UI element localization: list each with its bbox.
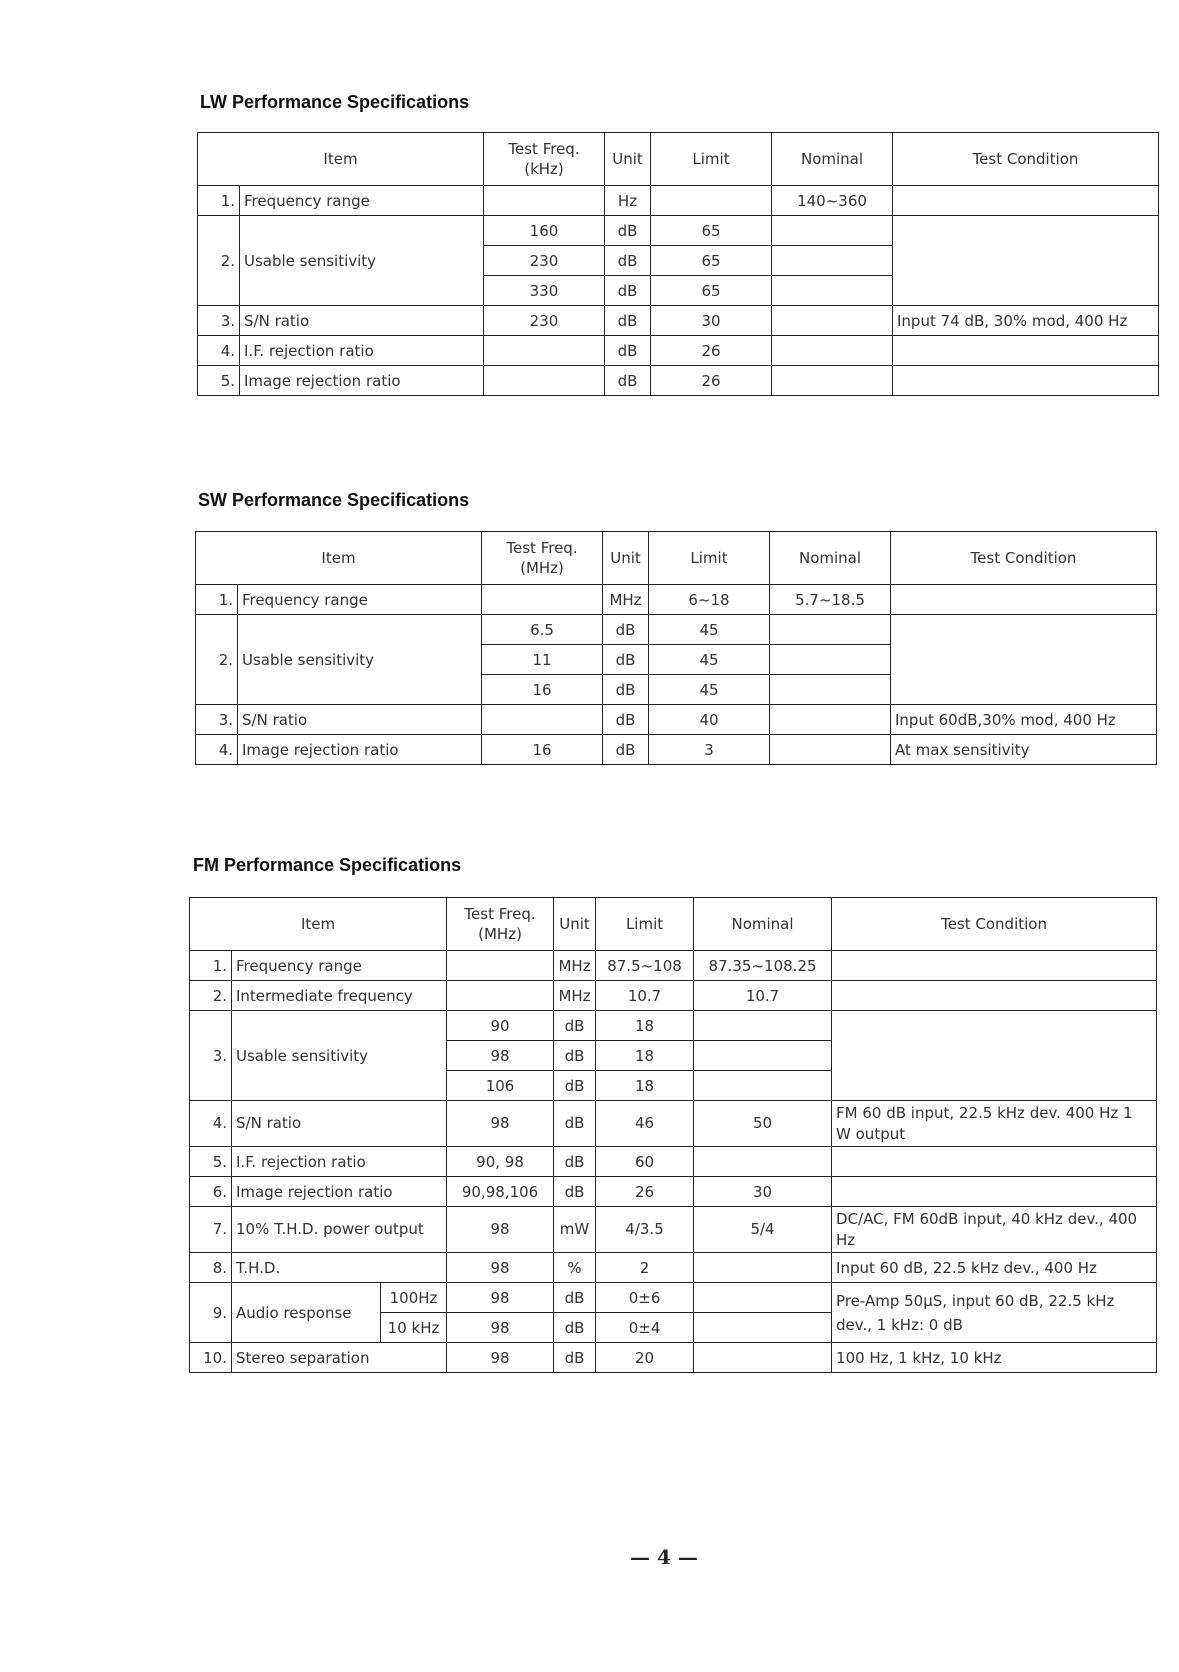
- row-test-condition: [832, 981, 1157, 1011]
- row-nominal: [694, 1253, 832, 1283]
- table-row: [190, 1283, 1157, 1313]
- row-unit: %: [554, 1253, 596, 1283]
- col-header-nominal: Nominal: [694, 898, 832, 951]
- col-header-test-freq: Test Freq. (MHz): [447, 898, 554, 951]
- row-nominal: 5.7~18.5: [770, 585, 891, 615]
- row-test-freq: 160: [484, 216, 605, 246]
- row-sub-frequency: 10 kHz: [381, 1313, 447, 1343]
- row-sub-frequency: 100Hz: [381, 1283, 447, 1313]
- col-header-limit: Limit: [649, 532, 770, 585]
- lw-section-title: LW Performance Specifications: [200, 92, 470, 112]
- row-limit: 0±4: [596, 1313, 694, 1343]
- col-header-unit: Unit: [554, 898, 596, 951]
- row-nominal: [770, 675, 891, 705]
- row-test-freq: 90: [447, 1011, 554, 1041]
- row-test-condition: [893, 216, 1159, 306]
- row-limit: 65: [651, 276, 772, 306]
- row-limit: 65: [651, 216, 772, 246]
- row-nominal: 10.7: [694, 981, 832, 1011]
- row-number: 4.: [196, 735, 238, 765]
- row-test-condition: [893, 336, 1159, 366]
- row-limit: 26: [651, 336, 772, 366]
- row-test-freq: [447, 981, 554, 1011]
- row-nominal: [770, 645, 891, 675]
- sw-spec-table: [195, 531, 1157, 765]
- row-test-condition: At max sensitivity: [891, 735, 1157, 765]
- row-test-freq: 16: [482, 675, 603, 705]
- row-test-freq: 98: [447, 1253, 554, 1283]
- col-header-item: Item: [196, 532, 482, 585]
- row-item: I.F. rejection ratio: [240, 336, 484, 366]
- table-row: [190, 1253, 1157, 1283]
- row-test-freq: [484, 186, 605, 216]
- row-item: Usable sensitivity: [238, 615, 482, 705]
- table-header-row: [190, 898, 1157, 951]
- row-nominal: [772, 216, 893, 246]
- row-item: Frequency range: [232, 951, 447, 981]
- row-limit: 3: [649, 735, 770, 765]
- row-unit: dB: [554, 1041, 596, 1071]
- row-test-freq: 98: [447, 1283, 554, 1313]
- row-unit: dB: [554, 1101, 596, 1147]
- row-unit: dB: [605, 366, 651, 396]
- col-header-test-condition: Test Condition: [832, 898, 1157, 951]
- row-unit: dB: [603, 735, 649, 765]
- row-test-condition: DC/AC, FM 60dB input, 40 kHz dev., 400 Hz: [832, 1207, 1157, 1253]
- row-number: 2.: [196, 615, 238, 705]
- lw-spec-table: [197, 132, 1159, 396]
- row-test-freq: 90, 98: [447, 1147, 554, 1177]
- table-row: [190, 1011, 1157, 1041]
- row-item: Image rejection ratio: [232, 1177, 447, 1207]
- row-item: Image rejection ratio: [240, 366, 484, 396]
- row-nominal: [772, 306, 893, 336]
- row-number: 5.: [198, 366, 240, 396]
- row-item: Intermediate frequency: [232, 981, 447, 1011]
- row-test-freq: 330: [484, 276, 605, 306]
- row-nominal: [772, 336, 893, 366]
- row-nominal: 140~360: [772, 186, 893, 216]
- row-test-freq: 98: [447, 1207, 554, 1253]
- col-header-nominal: Nominal: [770, 532, 891, 585]
- row-test-freq: 11: [482, 645, 603, 675]
- row-number: 1.: [190, 951, 232, 981]
- row-item: Frequency range: [238, 585, 482, 615]
- row-limit: 40: [649, 705, 770, 735]
- row-nominal: [772, 366, 893, 396]
- table-row: [190, 1147, 1157, 1177]
- row-number: 3.: [190, 1011, 232, 1101]
- row-test-freq: 90,98,106: [447, 1177, 554, 1207]
- row-unit: dB: [554, 1147, 596, 1177]
- row-number: 1.: [198, 186, 240, 216]
- row-item: Audio response: [232, 1283, 381, 1343]
- table-row: [196, 735, 1157, 765]
- row-number: 2.: [198, 216, 240, 306]
- table-header-row: [196, 532, 1157, 585]
- row-unit: dB: [554, 1177, 596, 1207]
- row-limit: 45: [649, 645, 770, 675]
- row-limit: 0±6: [596, 1283, 694, 1313]
- row-nominal: 30: [694, 1177, 832, 1207]
- row-unit: dB: [605, 276, 651, 306]
- row-unit: MHz: [554, 981, 596, 1011]
- row-unit: dB: [554, 1283, 596, 1313]
- table-row: [198, 366, 1159, 396]
- row-limit: 65: [651, 246, 772, 276]
- row-test-freq: 98: [447, 1343, 554, 1373]
- row-unit: dB: [605, 216, 651, 246]
- table-row: [198, 336, 1159, 366]
- row-nominal: 50: [694, 1101, 832, 1147]
- row-test-freq: 106: [447, 1071, 554, 1101]
- row-test-freq: 98: [447, 1101, 554, 1147]
- row-test-condition: Input 60 dB, 22.5 kHz dev., 400 Hz: [832, 1253, 1157, 1283]
- row-limit: 18: [596, 1041, 694, 1071]
- row-item: S/N ratio: [240, 306, 484, 336]
- row-limit: 45: [649, 615, 770, 645]
- fm-spec-table: [189, 897, 1157, 1373]
- row-number: 4.: [198, 336, 240, 366]
- row-limit: 45: [649, 675, 770, 705]
- row-item: S/N ratio: [238, 705, 482, 735]
- row-number: 5.: [190, 1147, 232, 1177]
- row-unit: mW: [554, 1207, 596, 1253]
- table-row: [196, 705, 1157, 735]
- row-nominal: [772, 276, 893, 306]
- row-test-condition: [832, 1177, 1157, 1207]
- row-item: Image rejection ratio: [238, 735, 482, 765]
- row-item: Usable sensitivity: [240, 216, 484, 306]
- col-header-test-condition: Test Condition: [893, 133, 1159, 186]
- col-header-unit: Unit: [603, 532, 649, 585]
- row-unit: dB: [605, 306, 651, 336]
- row-unit: dB: [554, 1343, 596, 1373]
- row-test-freq: [484, 366, 605, 396]
- row-unit: dB: [605, 336, 651, 366]
- row-test-freq: 230: [484, 246, 605, 276]
- row-nominal: [694, 1071, 832, 1101]
- row-test-freq: 230: [484, 306, 605, 336]
- row-item: Frequency range: [240, 186, 484, 216]
- row-number: 6.: [190, 1177, 232, 1207]
- row-item: Stereo separation: [232, 1343, 447, 1373]
- row-test-condition: [891, 615, 1157, 705]
- row-unit: dB: [605, 246, 651, 276]
- col-header-limit: Limit: [596, 898, 694, 951]
- row-unit: dB: [603, 675, 649, 705]
- row-nominal: [694, 1147, 832, 1177]
- table-row: [198, 186, 1159, 216]
- row-number: 1.: [196, 585, 238, 615]
- table-row: [190, 1207, 1157, 1253]
- row-item: I.F. rejection ratio: [232, 1147, 447, 1177]
- row-limit: 2: [596, 1253, 694, 1283]
- col-header-item: Item: [190, 898, 447, 951]
- row-test-condition: FM 60 dB input, 22.5 kHz dev. 400 Hz 1 W output: [832, 1101, 1157, 1147]
- row-limit: 6~18: [649, 585, 770, 615]
- row-item: 10% T.H.D. power output: [232, 1207, 447, 1253]
- row-item: Usable sensitivity: [232, 1011, 447, 1101]
- row-nominal: [694, 1041, 832, 1071]
- row-unit: Hz: [605, 186, 651, 216]
- row-test-condition: [893, 186, 1159, 216]
- row-unit: dB: [603, 705, 649, 735]
- row-nominal: [694, 1011, 832, 1041]
- row-test-freq: 98: [447, 1313, 554, 1343]
- row-limit: 60: [596, 1147, 694, 1177]
- row-limit: 30: [651, 306, 772, 336]
- table-row: [198, 216, 1159, 246]
- row-number: 3.: [196, 705, 238, 735]
- table-row: [190, 951, 1157, 981]
- col-header-test-freq: Test Freq. (MHz): [482, 532, 603, 585]
- row-nominal: 5/4: [694, 1207, 832, 1253]
- row-number: 9.: [190, 1283, 232, 1343]
- row-test-condition: 100 Hz, 1 kHz, 10 kHz: [832, 1343, 1157, 1373]
- row-test-freq: 6.5: [482, 615, 603, 645]
- row-test-condition: Input 60dB,30% mod, 400 Hz: [891, 705, 1157, 735]
- table-row: [196, 585, 1157, 615]
- table-header-row: [198, 133, 1159, 186]
- page-number: — 4 —: [630, 1545, 698, 1569]
- row-number: 7.: [190, 1207, 232, 1253]
- row-test-freq: [482, 585, 603, 615]
- col-header-test-freq: Test Freq. (kHz): [484, 133, 605, 186]
- row-unit: dB: [554, 1313, 596, 1343]
- row-nominal: [770, 705, 891, 735]
- table-row: [198, 306, 1159, 336]
- row-test-freq: 98: [447, 1041, 554, 1071]
- row-unit: MHz: [554, 951, 596, 981]
- row-nominal: [770, 735, 891, 765]
- row-limit: 20: [596, 1343, 694, 1373]
- row-number: 8.: [190, 1253, 232, 1283]
- row-test-condition: Input 74 dB, 30% mod, 400 Hz: [893, 306, 1159, 336]
- table-row: [190, 981, 1157, 1011]
- row-nominal: [694, 1283, 832, 1313]
- col-header-item: Item: [198, 133, 484, 186]
- row-limit: 87.5~108: [596, 951, 694, 981]
- row-number: 4.: [190, 1101, 232, 1147]
- row-unit: dB: [554, 1071, 596, 1101]
- table-row: [196, 615, 1157, 645]
- col-header-unit: Unit: [605, 133, 651, 186]
- row-test-condition: Pre-Amp 50µS, input 60 dB, 22.5 kHz dev., 1 kHz: 0 dB: [832, 1283, 1157, 1343]
- row-unit: dB: [603, 645, 649, 675]
- col-header-test-condition: Test Condition: [891, 532, 1157, 585]
- row-test-condition: [891, 585, 1157, 615]
- row-limit: 4/3.5: [596, 1207, 694, 1253]
- row-nominal: [772, 246, 893, 276]
- row-item: S/N ratio: [232, 1101, 447, 1147]
- row-limit: 10.7: [596, 981, 694, 1011]
- row-test-freq: 16: [482, 735, 603, 765]
- table-row: [190, 1177, 1157, 1207]
- fm-section-title: FM Performance Specifications: [193, 855, 462, 875]
- row-test-condition: [893, 366, 1159, 396]
- row-test-freq: [484, 336, 605, 366]
- row-number: 2.: [190, 981, 232, 1011]
- table-row: [190, 1343, 1157, 1373]
- table-row: [190, 1101, 1157, 1147]
- row-number: 10.: [190, 1343, 232, 1373]
- row-unit: dB: [603, 615, 649, 645]
- row-test-condition: [832, 1011, 1157, 1101]
- row-test-freq: [482, 705, 603, 735]
- row-nominal: [694, 1313, 832, 1343]
- col-header-nominal: Nominal: [772, 133, 893, 186]
- row-limit: 46: [596, 1101, 694, 1147]
- row-test-condition: [832, 951, 1157, 981]
- row-limit: 26: [596, 1177, 694, 1207]
- row-limit: 18: [596, 1011, 694, 1041]
- row-nominal: [770, 615, 891, 645]
- sw-section-title: SW Performance Specifications: [198, 490, 470, 510]
- row-item: T.H.D.: [232, 1253, 447, 1283]
- row-limit: [651, 186, 772, 216]
- row-limit: 18: [596, 1071, 694, 1101]
- row-test-freq: [447, 951, 554, 981]
- col-header-limit: Limit: [651, 133, 772, 186]
- row-number: 3.: [198, 306, 240, 336]
- row-test-condition: [832, 1147, 1157, 1177]
- row-unit: MHz: [603, 585, 649, 615]
- row-nominal: 87.35~108.25: [694, 951, 832, 981]
- row-nominal: [694, 1343, 832, 1373]
- row-unit: dB: [554, 1011, 596, 1041]
- row-limit: 26: [651, 366, 772, 396]
